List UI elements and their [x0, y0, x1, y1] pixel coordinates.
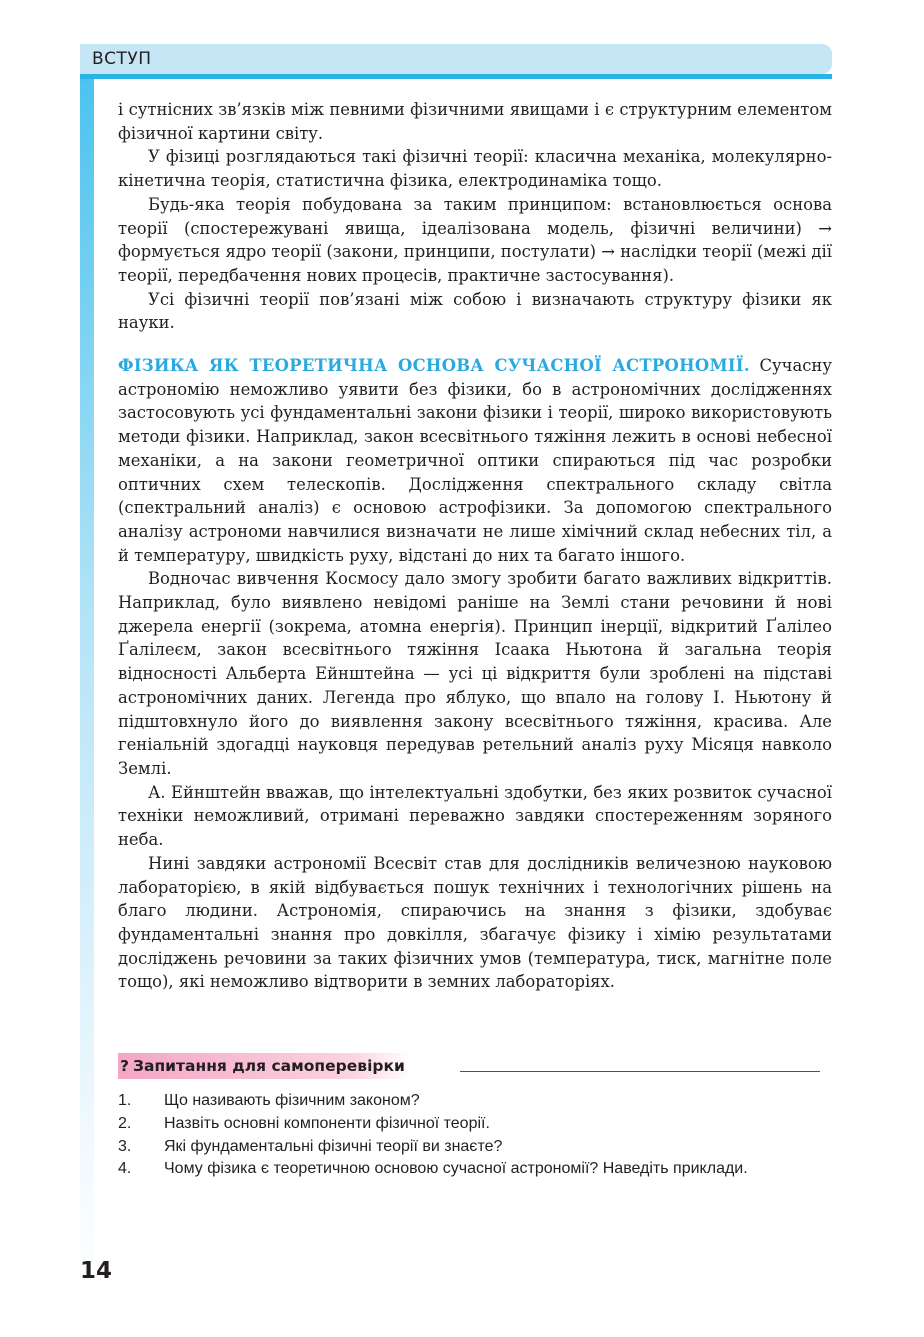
question-item — [118, 1113, 848, 1136]
self-check-heading — [118, 1053, 832, 1079]
question-item — [118, 1158, 848, 1181]
section-heading: ФІЗИКА ЯК ТЕОРЕТИЧНА ОСНОВА СУЧАСНОЇ АСТРОНОМІЇ. — [118, 356, 750, 376]
question-text: Чому фізика є теоретичною основою сучасної астрономії? Наведіть приклади. — [164, 1160, 748, 1178]
question-text: Що називають фізичним законом? — [164, 1092, 420, 1109]
paragraph: Усі фізичні теорії пов’язані між собою і визначають структуру фізики як науки. — [118, 289, 832, 333]
heading-underline — [460, 1071, 820, 1072]
chapter-title: ВСТУП — [92, 49, 152, 69]
question-item — [118, 1090, 848, 1113]
side-color-strip — [80, 79, 94, 1299]
question-number: 4. — [118, 1160, 132, 1178]
paragraph: У фізиці розглядаються такі фізичні теорії: класична механіка, молекулярно-кінетична теорія, статистична фізика, електродинаміка тощо. — [118, 147, 832, 191]
question-text: Які фундаментальні фізичні теорії ви знаєте? — [164, 1137, 503, 1155]
section-text: Сучасну астрономію неможливо уявити без фізики, бо в астрономічних дослідженнях застосовують усі фундаментальні закони фізики і теорії, широко використовують методи фізики. Наприклад, закон всесвітнього тяжіння лежить в основі небесної механіки, а на закони геометричної оптики спираються під час розробки оптичних схем телескопів. Дослідження спектрального складу світла (спектральний аналіз) є основою астрофізики. За допомогою спектрального аналізу астрономи навчилися визначати не лише хімічний склад небесних тіл, а й температуру, швидкість руху, відстані до них та багато іншого. — [118, 356, 832, 565]
header-rule — [80, 74, 832, 79]
section-paragraph — [118, 354, 832, 567]
self-check-title: Запитання для самоперевірки — [133, 1057, 405, 1075]
body-text — [118, 98, 832, 994]
paragraph: Будь-яка теорія побудована за таким принципом: встановлюється основа теорії (спостережувані явища, ідеалізована модель, фізичні величини) → формується ядро теорії (закони, принципи, постулати) → наслідки теорії (межі дії теорії, передбачення нових процесів, практичне застосування). — [118, 194, 832, 285]
self-check-label — [118, 1053, 411, 1079]
question-number: 3. — [118, 1137, 132, 1155]
paragraph: Водночас вивчення Космосу дало змогу зробити багато важливих відкриттів. Наприклад, було виявлено невідомі раніше на Землі стани речовини й нові джерела енергії (зокрема, атомна енергія). Принцип інерції, відкритий Ґалілео Ґалілеєм, закон всесвітнього тяжіння Ісаака Ньютона й загальна теорія відносності Альберта Ейнштейна — усі ці відкриття були зроблені на підставі астрономічних даних. Легенда про яблуко, що впало на голову І. Ньютону й підштовхнуло його до виявлення закону всесвітнього тяжіння, красива. Але геніальній здогадці науковця передував ретельний аналіз руху Місяця навколо Землі. — [118, 569, 832, 778]
self-check-questions — [118, 1090, 848, 1181]
paragraph: А. Ейнштейн вважав, що інтелектуальні здобутки, без яких розвиток сучасної техніки неможливий, отримані переважно завдяки спостереженням зоряного неба. — [118, 782, 832, 850]
paragraph: Нині завдяки астрономії Всесвіт став для дослідників величезною науковою лабораторією, в якій відбувається пошук технічних і технологічних рішень на благо людини. Астрономія, спираючись на знання з фізики, здобуває фундаментальні знання про довкілля, збагачує фізику і хімію результатами досліджень речовини за таких фізичних умов (температура, тиск, магнітне поле тощо), які неможливо відтворити в земних лабораторіях. — [118, 853, 832, 992]
question-number: 1. — [118, 1092, 132, 1109]
question-text: Назвіть основні компоненти фізичної теорії. — [164, 1114, 490, 1132]
question-item — [118, 1136, 848, 1159]
question-mark-icon: ? — [120, 1057, 129, 1075]
paragraph: і сутнісних зв’язків між певними фізичними явищами і є структурним елементом фізичної картини світу. — [118, 100, 832, 143]
question-number: 2. — [118, 1114, 132, 1132]
page-number: 14 — [80, 1258, 113, 1284]
chapter-header — [80, 44, 832, 74]
